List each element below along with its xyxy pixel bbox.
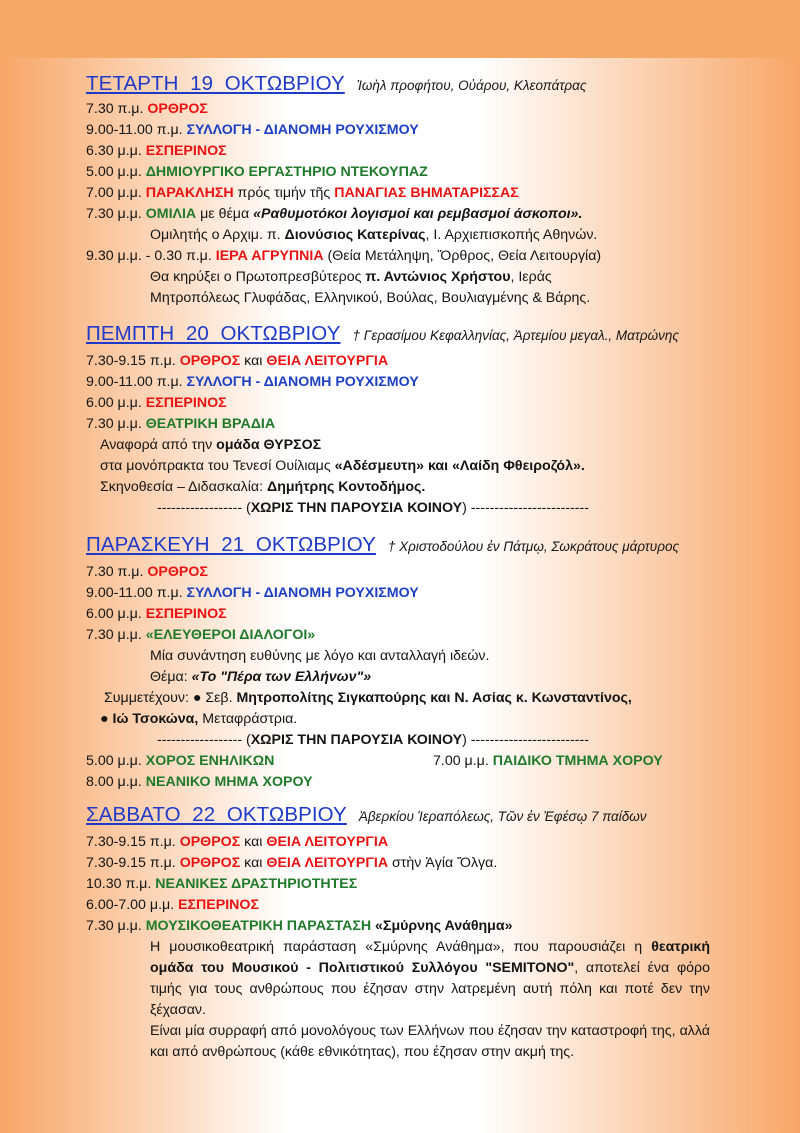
schedule-line: 9.00-11.00 π.μ. ΣΥΛΛΟΓΗ - ΔΙΑΝΟΜΗ ΡΟΥΧΙΣΜΟΥ — [86, 374, 419, 390]
day-title: ΠΑΡΑΣΚΕΥΗ 21 ΟΚΤΩΒΡΙΟΥ — [86, 533, 376, 556]
day-saints: † Γερασίμου Κεφαλληνίας, Ἀρτεμίου μεγαλ., Ματρώνης — [352, 328, 679, 343]
day-title: ΣΑΒΒΑΤΟ 22 ΟΚΤΩΒΡΙΟΥ — [86, 803, 347, 826]
day-saints: Ἰωὴλ προφήτου, Οὐάρου, Κλεοπάτρας — [356, 78, 587, 93]
schedule-line: 7.30-9.15 π.μ. ΟΡΘΡΟΣ και ΘΕΙΑ ΛΕΙΤΟΥΡΓΙΑ στὴν Ἁγία Ὄλγα. — [86, 855, 498, 871]
schedule-detail: Μία συνάντηση ευθύνης με λόγο και ανταλλαγή ιδεών. — [150, 648, 490, 664]
schedule-detail: Θέμα: «Το "Πέρα των Ελλήνων"» — [150, 669, 372, 685]
schedule-line: 9.30 μ.μ. - 0.30 π.μ. ΙΕΡΑ ΑΓΡΥΠΝΙΑ (Θεία Μετάληψη, Ὄρθρος, Θεία Λειτουργία) — [86, 248, 602, 264]
day-header — [0, 796, 800, 832]
schedule-line: 6.00-7.00 μ.μ. ΕΣΠΕΡΙΝΟΣ — [86, 897, 259, 913]
schedule-detail: στα μονόπρακτα του Τενεσί Ουίλιαμς «Αδέσμευτη» και «Λαίδη Φθειροζόλ». — [100, 458, 585, 474]
no-audience-note: ------------------ (ΧΩΡΙΣ ΤΗΝ ΠΑΡΟΥΣΙΑ ΚΟΙΝΟΥ) ------------------------- — [157, 732, 589, 748]
schedule-line: 7.00 μ.μ. ΠΑΡΑΚΛΗΣΗ πρός τιμήν τῆς ΠΑΝΑΓΙΑΣ ΒΗΜΑΤΑΡΙΣΣΑΣ — [86, 185, 519, 201]
schedule-line: 9.00-11.00 π.μ. ΣΥΛΛΟΓΗ - ΔΙΑΝΟΜΗ ΡΟΥΧΙΣΜΟΥ — [86, 122, 419, 138]
day-header — [0, 526, 800, 562]
day-saints: Ἀβερκίου Ἱεραπόλεως, Τῶν ἐν Ἐφέσῳ 7 παίδων — [358, 809, 647, 824]
schedule-line: 6.00 μ.μ. ΕΣΠΕΡΙΝΟΣ — [86, 395, 227, 411]
day-header — [0, 314, 800, 351]
day-section-thursday — [0, 314, 800, 526]
schedule-line: 6.00 μ.μ. ΕΣΠΕΡΙΝΟΣ — [86, 606, 227, 622]
schedule-line: 7.30 μ.μ. ΘΕΑΤΡΙΚΗ ΒΡΑΔΙΑ — [86, 416, 276, 432]
schedule-line: 7.30 π.μ. ΟΡΘΡΟΣ — [86, 101, 208, 117]
schedule-line: 7.30 μ.μ. ΟΜΙΛΙΑ με θέμα «Ραθυμοτόκοι λογισμοί και ρεμβασμοί άσκοποι». — [86, 206, 583, 222]
schedule-line: 8.00 μ.μ. ΝΕΑΝΙΚΟ ΜΗΜΑ ΧΟΡΟΥ — [86, 774, 313, 790]
day-title: ΤΕΤΑΡΤΗ 19 ΟΚΤΩΒΡΙΟΥ — [86, 72, 345, 95]
top-band — [0, 0, 800, 58]
schedule-line: 5.00 μ.μ. ΔΗΜΙΟΥΡΓΙΚΟ ΕΡΓΑΣΤΗΡΙΟ ΝΤΕΚΟΥΠΑΖ — [86, 164, 428, 180]
schedule-line: 10.30 π.μ. ΝΕΑΝΙΚΕΣ ΔΡΑΣΤΗΡΙΟΤΗΤΕΣ — [86, 876, 358, 892]
show-description-2: Είναι μία συρραφή από μονολόγους των Ελλήνων που έζησαν την καταστροφή της, αλλά και από ανθρώπους (κάθε εθνικότητας), που έζησαν στην ακμή της. — [150, 1023, 710, 1060]
schedule-line: 7.30 π.μ. ΟΡΘΡΟΣ — [86, 564, 208, 580]
participants-line: Συμμετέχουν: ● Σεβ. Μητροπολίτης Σιγκαπούρης και Ν. Ασίας κ. Κωνσταντίνος, — [104, 690, 632, 706]
schedule-line: 7.30 μ.μ. ΜΟΥΣΙΚΟΘΕΑΤΡΙΚΗ ΠΑΡΑΣΤΑΣΗ «Σμύρνης Ανάθημα» — [86, 918, 513, 934]
day-section-wednesday — [0, 58, 800, 314]
schedule-line: 9.00-11.00 π.μ. ΣΥΛΛΟΓΗ - ΔΙΑΝΟΜΗ ΡΟΥΧΙΣΜΟΥ — [86, 585, 419, 601]
schedule-detail: Αναφορά από την ομάδα ΘΥΡΣΟΣ — [100, 437, 322, 453]
schedule-line: 7.30 μ.μ. «ΕΛΕΥΘΕΡΟΙ ΔΙΑΛΟΓΟΙ» — [86, 627, 316, 643]
schedule-detail: Ομιλητής ο Αρχιμ. π. Διονύσιος Κατερίνας, Ι. Αρχιεπισκοπής Αθηνών. — [150, 227, 598, 243]
show-description: Η μουσικοθεατρική παράσταση «Σμύρνης Ανάθημα», που παρουσιάζει η θεατρική ομάδα του Μουσικού - Πολιτιστικού Συλλόγου "SEMITONO", αποτελεί ένα φόρο τιμής για τους ανθρώπους που έζησαν στην λατρεμένη αυτή πόλη και ποτέ δεν την ξέχασαν. — [150, 939, 711, 1018]
schedule-line: 5.00 μ.μ. ΧΟΡΟΣ ΕΝΗΛΙΚΩΝ 7.00 μ.μ. ΠΑΙΔΙΚΟ ΤΜΗΜΑ ΧΟΡΟΥ — [86, 753, 663, 769]
day-section-friday — [0, 526, 800, 796]
schedule-line: 7.30-9.15 π.μ. ΟΡΘΡΟΣ και ΘΕΙΑ ΛΕΙΤΟΥΡΓΙΑ — [86, 834, 389, 850]
schedule-detail: Μητροπόλεως Γλυφάδας, Ελληνικού, Βούλας, Βουλιαγμένης & Βάρης. — [150, 290, 591, 306]
day-title: ΠΕΜΠΤΗ 20 ΟΚΤΩΒΡΙΟΥ — [86, 322, 341, 345]
day-saints: † Χριστοδούλου ἐν Πάτμῳ, Σωκράτους μάρτυρος — [387, 539, 680, 554]
schedule-line: 6.30 μ.μ. ΕΣΠΕΡΙΝΟΣ — [86, 143, 227, 159]
day-section-saturday — [0, 796, 800, 1133]
day-header — [0, 58, 800, 99]
schedule-detail: Σκηνοθεσία – Διδασκαλία: Δημήτρης Κοντοδήμος. — [100, 479, 426, 495]
participants-line: ● Ιώ Τσοκώνα, Μεταφράστρια. — [100, 711, 298, 727]
no-audience-note: ------------------ (ΧΩΡΙΣ ΤΗΝ ΠΑΡΟΥΣΙΑ ΚΟΙΝΟΥ) ------------------------- — [157, 500, 589, 516]
schedule-detail: Θα κηρύξει ο Πρωτοπρεσβύτερος π. Αντώνιος Χρήστου, Ιεράς — [150, 269, 552, 285]
schedule-line: 7.30-9.15 π.μ. ΟΡΘΡΟΣ και ΘΕΙΑ ΛΕΙΤΟΥΡΓΙΑ — [86, 353, 389, 369]
